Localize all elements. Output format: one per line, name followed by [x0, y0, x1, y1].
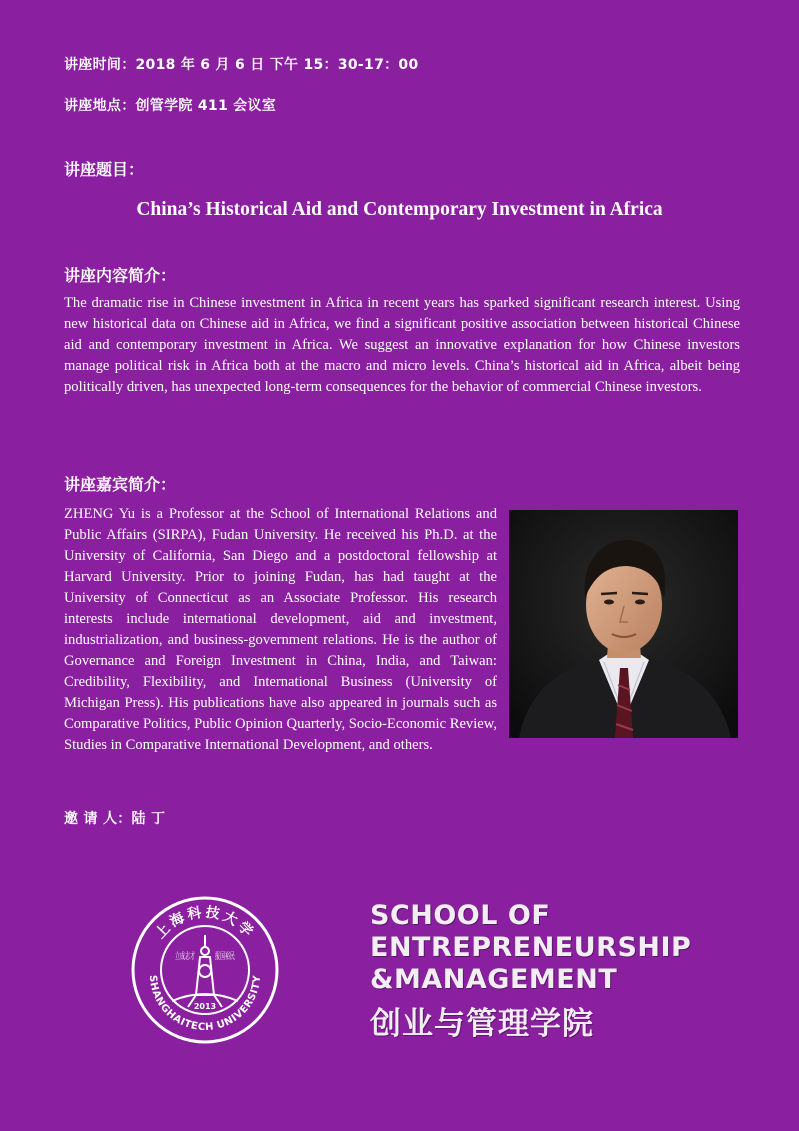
- school-line-3: &MANAGEMENT: [370, 964, 618, 995]
- school-name-en: [370, 900, 691, 996]
- lecture-title: China’s Historical Aid and Contemporary Investment in Africa: [136, 199, 663, 220]
- motto-right: 报国裕民: [215, 952, 252, 962]
- school-name-cn: 创业与管理学院: [370, 1006, 594, 1042]
- speaker-label: 讲座嘉宾简介：: [64, 475, 177, 494]
- abstract-text: The dramatic rise in Chinese investment in Africa in recent years has sparked significant research interest. Using new historical data on Chinese aid in Africa, we find a significant positive association between historical Chinese aid and contemporary investment in Africa. We suggest an innovative explanation for how Chinese investors manage political risk in Africa both at the macro and micro levels. China’s historical aid in Africa, albeit being politically driven, has unexpected long-term consequences for the behavior of commercial Chinese investors.: [64, 295, 740, 395]
- speaker-bio: ZHENG Yu is a Professor at the School of International Relations and Public Affairs (SIRPA), Fudan University. He received his Ph.D. at the University of California, San Diego and a postdoctoral fellowship at Harvard University. Prior to joining Fudan, has had taught at the University of Connecticut as an Associate Professor. His research interests include international development, aid and investment, industrialization, and business-government relations. He is the author of Governance and Foreign Investment in China, India, and Taiwan: Credibility, Flexibility, and International Business (University of Michigan Press). His publications have also appeared in journals such as Comparative Politics, Public Opinion Quarterly, Socio-Economic Review, Studies in Comparative International Development, and others.: [64, 506, 498, 753]
- topic-label: 讲座题目：: [64, 160, 145, 179]
- school-line-2: ENTREPRENEURSHIP: [370, 932, 692, 963]
- seal-year: 2013: [193, 1002, 217, 1011]
- motto-left: 立成志才: [175, 952, 212, 962]
- university-seal: [130, 895, 280, 1045]
- abstract-label: 讲座内容简介：: [64, 266, 177, 285]
- speaker-photo: [509, 510, 738, 738]
- lecture-time: 讲座时间：2018 年 6 月 6 日 下午 15：30-17：00: [64, 57, 419, 73]
- seal-top-text: 上海科技大学: [152, 904, 258, 943]
- seal-bottom-text: SHANGHAITECH UNIVERSITY: [146, 974, 264, 1034]
- school-line-1: SCHOOL OF: [370, 900, 551, 931]
- lecture-venue: 讲座地点：创管学院 411 会议室: [64, 98, 277, 114]
- host: 邀 请 人：陆 丁: [64, 811, 166, 827]
